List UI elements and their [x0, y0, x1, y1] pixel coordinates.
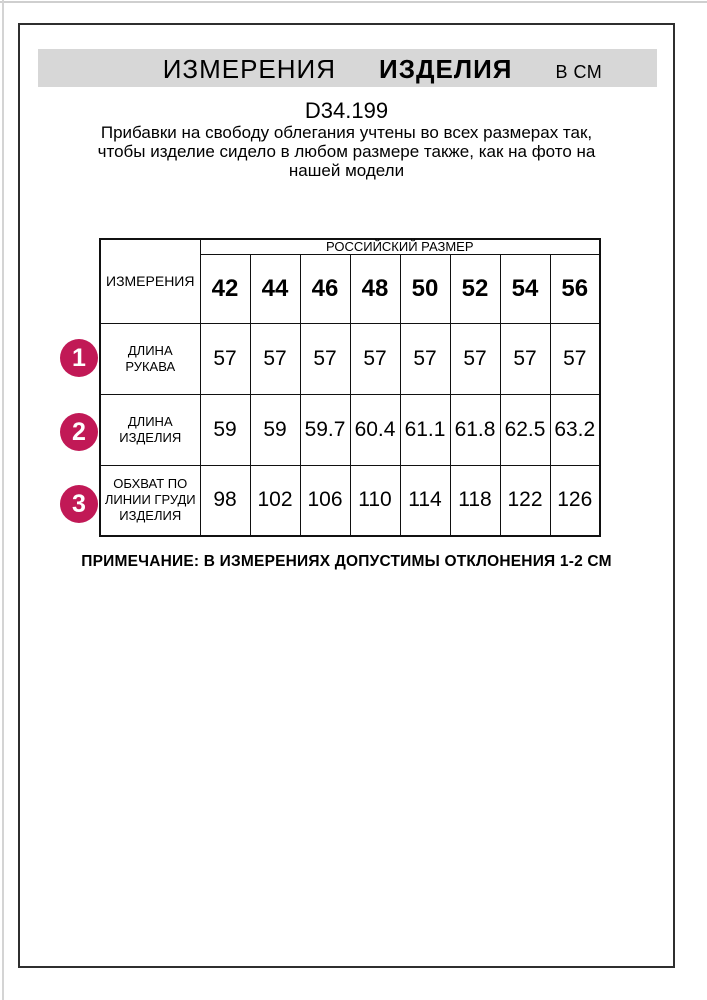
title-unit: В СМ [555, 62, 603, 82]
measurement-value: 110 [350, 465, 400, 536]
measurement-value: 57 [450, 323, 500, 394]
measurement-value: 122 [500, 465, 550, 536]
note-text: ПРИМЕЧАНИЕ: В ИЗМЕРЕНИЯХ ДОПУСТИМЫ ОТКЛОНЕНИЯ 1-2 СМ [81, 553, 612, 570]
title-measurements: ИЗМЕРЕНИЯ [162, 54, 337, 84]
measurement-value: 59 [250, 394, 300, 465]
size-column-header: 42 [200, 254, 250, 323]
measurement-value: 102 [250, 465, 300, 536]
product-code: D34.199 [304, 98, 389, 123]
size-column-header: 52 [450, 254, 500, 323]
measurement-value: 62.5 [500, 394, 550, 465]
measurement-label: ДЛИНА ИЗДЕЛИЯ [100, 394, 200, 465]
measurement-value: 63.2 [550, 394, 600, 465]
title-product: ИЗДЕЛИЯ [379, 54, 513, 84]
measurement-row [100, 465, 600, 536]
measurement-label: ОБХВАТ ПО ЛИНИИ ГРУДИ ИЗДЕЛИЯ [100, 465, 200, 536]
size-column-header: 44 [250, 254, 300, 323]
size-column-header: 50 [400, 254, 450, 323]
size-column-header: 56 [550, 254, 600, 323]
scan-artifact-left-line [2, 0, 4, 1000]
measurement-value: 118 [450, 465, 500, 536]
measurement-label: ДЛИНА РУКАВА [100, 323, 200, 394]
measurement-value: 106 [300, 465, 350, 536]
group-header-row [100, 239, 600, 254]
size-column-header: 46 [300, 254, 350, 323]
size-column-header: 54 [500, 254, 550, 323]
size-column-header: 48 [350, 254, 400, 323]
measurement-value: 57 [400, 323, 450, 394]
measurement-value: 57 [200, 323, 250, 394]
measurement-value: 57 [300, 323, 350, 394]
row-number-badge: 1 [60, 339, 98, 377]
measurement-value: 57 [350, 323, 400, 394]
measurement-value: 57 [550, 323, 600, 394]
size-table [99, 238, 601, 537]
table-group-header: РОССИЙСКИЙ РАЗМЕР [200, 239, 600, 254]
row-number-badge: 3 [60, 485, 98, 523]
measurement-value: 114 [400, 465, 450, 536]
measurement-value: 57 [250, 323, 300, 394]
measurement-value: 59 [200, 394, 250, 465]
measurement-value: 61.8 [450, 394, 500, 465]
description-text: Прибавки на свободу облегания учтены во всех размерах так, чтобы изделие сидело в любом размере также, как на фото на нашей модели [97, 123, 596, 180]
measurement-value: 126 [550, 465, 600, 536]
scan-artifact-top-line [0, 1, 707, 3]
table-corner-header: ИЗМЕРЕНИЯ [100, 239, 200, 323]
measurement-value: 57 [500, 323, 550, 394]
measurement-row [100, 394, 600, 465]
title-bar [38, 49, 657, 87]
row-number-badge: 2 [60, 413, 98, 451]
sheet-frame [18, 23, 675, 968]
measurement-row [100, 323, 600, 394]
measurement-value: 98 [200, 465, 250, 536]
measurement-value: 61.1 [400, 394, 450, 465]
measurement-value: 59.7 [300, 394, 350, 465]
measurement-value: 60.4 [350, 394, 400, 465]
